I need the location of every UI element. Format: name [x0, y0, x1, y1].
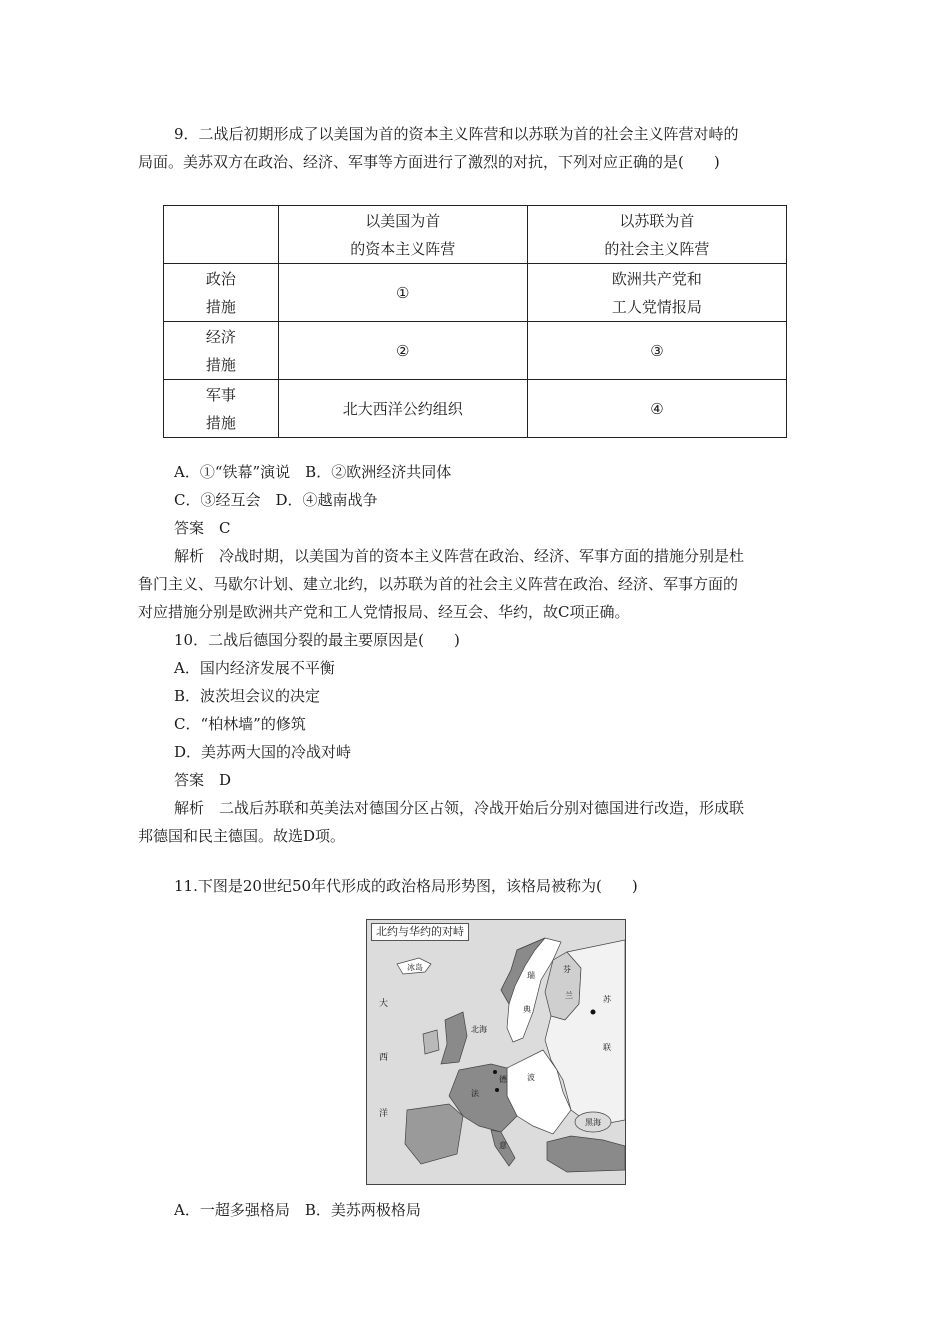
- map-label-black-sea: 黑海: [585, 1118, 601, 1127]
- map-label-sweden-1: 瑞: [527, 971, 535, 980]
- map-label-iceland: 冰岛: [407, 963, 423, 972]
- header-us-line1: 以美国为首: [365, 211, 441, 230]
- q10-analysis-line2: 邦德国和民主德国。故选D项。: [138, 827, 346, 845]
- cell-ussr-military: ④: [527, 380, 786, 438]
- europe-map-figure: [366, 919, 626, 1185]
- header-ussr-line2: 的社会主义阵营: [604, 239, 710, 258]
- map-label-ussr-2: 联: [603, 1043, 611, 1052]
- row-label-military: [164, 380, 279, 438]
- map-label-sweden-2: 典: [523, 1005, 531, 1014]
- q9-stem-line2: 局面。美苏双方在政治、经济、军事等方面进行了激烈的对抗，下列对应正确的是( ): [138, 153, 720, 171]
- row-label-line2: 措施: [205, 297, 236, 316]
- header-ussr-line1: 以苏联为首: [619, 211, 695, 230]
- q10-option-d: D．美苏两大国的冷战对峙: [174, 743, 352, 761]
- map-label-atlantic-2: 西: [379, 1053, 389, 1063]
- cell-us-economy: ②: [278, 322, 527, 380]
- row-label-line2: 措施: [205, 413, 236, 432]
- europe-map-svg: [367, 920, 625, 1184]
- row-label-line1: 军事: [205, 385, 236, 404]
- map-label-italy: 意: [499, 1141, 507, 1150]
- q9-stem-line1: 9．二战后初期形成了以美国为首的资本主义阵营和以苏联为首的社会主义阵营对峙的: [174, 125, 739, 143]
- header-us-line2: 的资本主义阵营: [350, 239, 456, 258]
- row-label-economy: [164, 322, 279, 380]
- map-label-atlantic-3: 洋: [379, 1109, 389, 1119]
- row-label-line1: 政治: [205, 269, 236, 288]
- q9-analysis-line3: 对应措施分别是欧洲共产党和工人党情报局、经互会、华约，故C项正确。: [138, 603, 630, 621]
- table-header-row: [164, 206, 787, 264]
- q10-answer: 答案 D: [174, 771, 232, 789]
- map-label-germany: 德: [499, 1075, 507, 1084]
- q10-stem: 10．二战后德国分裂的最主要原因是( ): [174, 631, 460, 649]
- table-row-economy: [164, 322, 787, 380]
- map-label-poland: 波: [527, 1073, 535, 1082]
- table-row-politics: [164, 264, 787, 322]
- map-label-north-sea: 北海: [471, 1025, 487, 1034]
- table-header-empty: [164, 206, 279, 264]
- map-label-france: 法: [471, 1089, 479, 1098]
- q9-analysis-line2: 鲁门主义、马歇尔计划、建立北约，以苏联为首的社会主义阵营在政治、经济、军事方面的: [138, 575, 739, 593]
- q11-options-line1: A．一超多强格局 B．美苏两极格局: [174, 1201, 421, 1219]
- q9-options-line2: C．③经互会 D．④越南战争: [174, 491, 378, 509]
- row-label-line2: 措施: [205, 355, 236, 374]
- map-label-ussr-1: 苏: [603, 995, 611, 1004]
- q9-options-line1: A．①“铁幕”演说 B．②欧洲经济共同体: [174, 463, 452, 481]
- q11-stem: 11.下图是20世纪50年代形成的政治格局形势图，该格局被称为( ): [174, 877, 638, 895]
- cell-us-politics: ①: [278, 264, 527, 322]
- table-header-ussr: [527, 206, 786, 264]
- map-label-finland-2: 兰: [565, 991, 573, 1000]
- cell-ussr-economy: ③: [527, 322, 786, 380]
- map-label-finland-1: 芬: [563, 965, 571, 974]
- cell-line1: 欧洲共产党和: [611, 269, 702, 288]
- cell-line2: 工人党情报局: [611, 297, 702, 316]
- q10-option-c: C．“柏林墙”的修筑: [174, 715, 306, 733]
- cell-us-military: 北大西洋公约组织: [278, 380, 527, 438]
- q9-answer: 答案 C: [174, 519, 231, 537]
- q9-table: [163, 205, 787, 438]
- row-label-politics: [164, 264, 279, 322]
- q9-analysis-line1: 解析 冷战时期，以美国为首的资本主义阵营在政治、经济、军事方面的措施分别是杜: [174, 547, 745, 565]
- table-header-us: [278, 206, 527, 264]
- cell-ussr-politics: [527, 264, 786, 322]
- q10-option-a: A．国内经济发展不平衡: [174, 659, 335, 677]
- table-row-military: [164, 380, 787, 438]
- q10-option-b: B．波茨坦会议的决定: [174, 687, 321, 705]
- row-label-line1: 经济: [205, 327, 236, 346]
- q10-analysis-line1: 解析 二战后苏联和英美法对德国分区占领，冷战开始后分别对德国进行改造，形成联: [174, 799, 745, 817]
- map-label-atlantic-1: 大: [379, 999, 389, 1009]
- map-title: 北约与华约的对峙: [371, 923, 469, 941]
